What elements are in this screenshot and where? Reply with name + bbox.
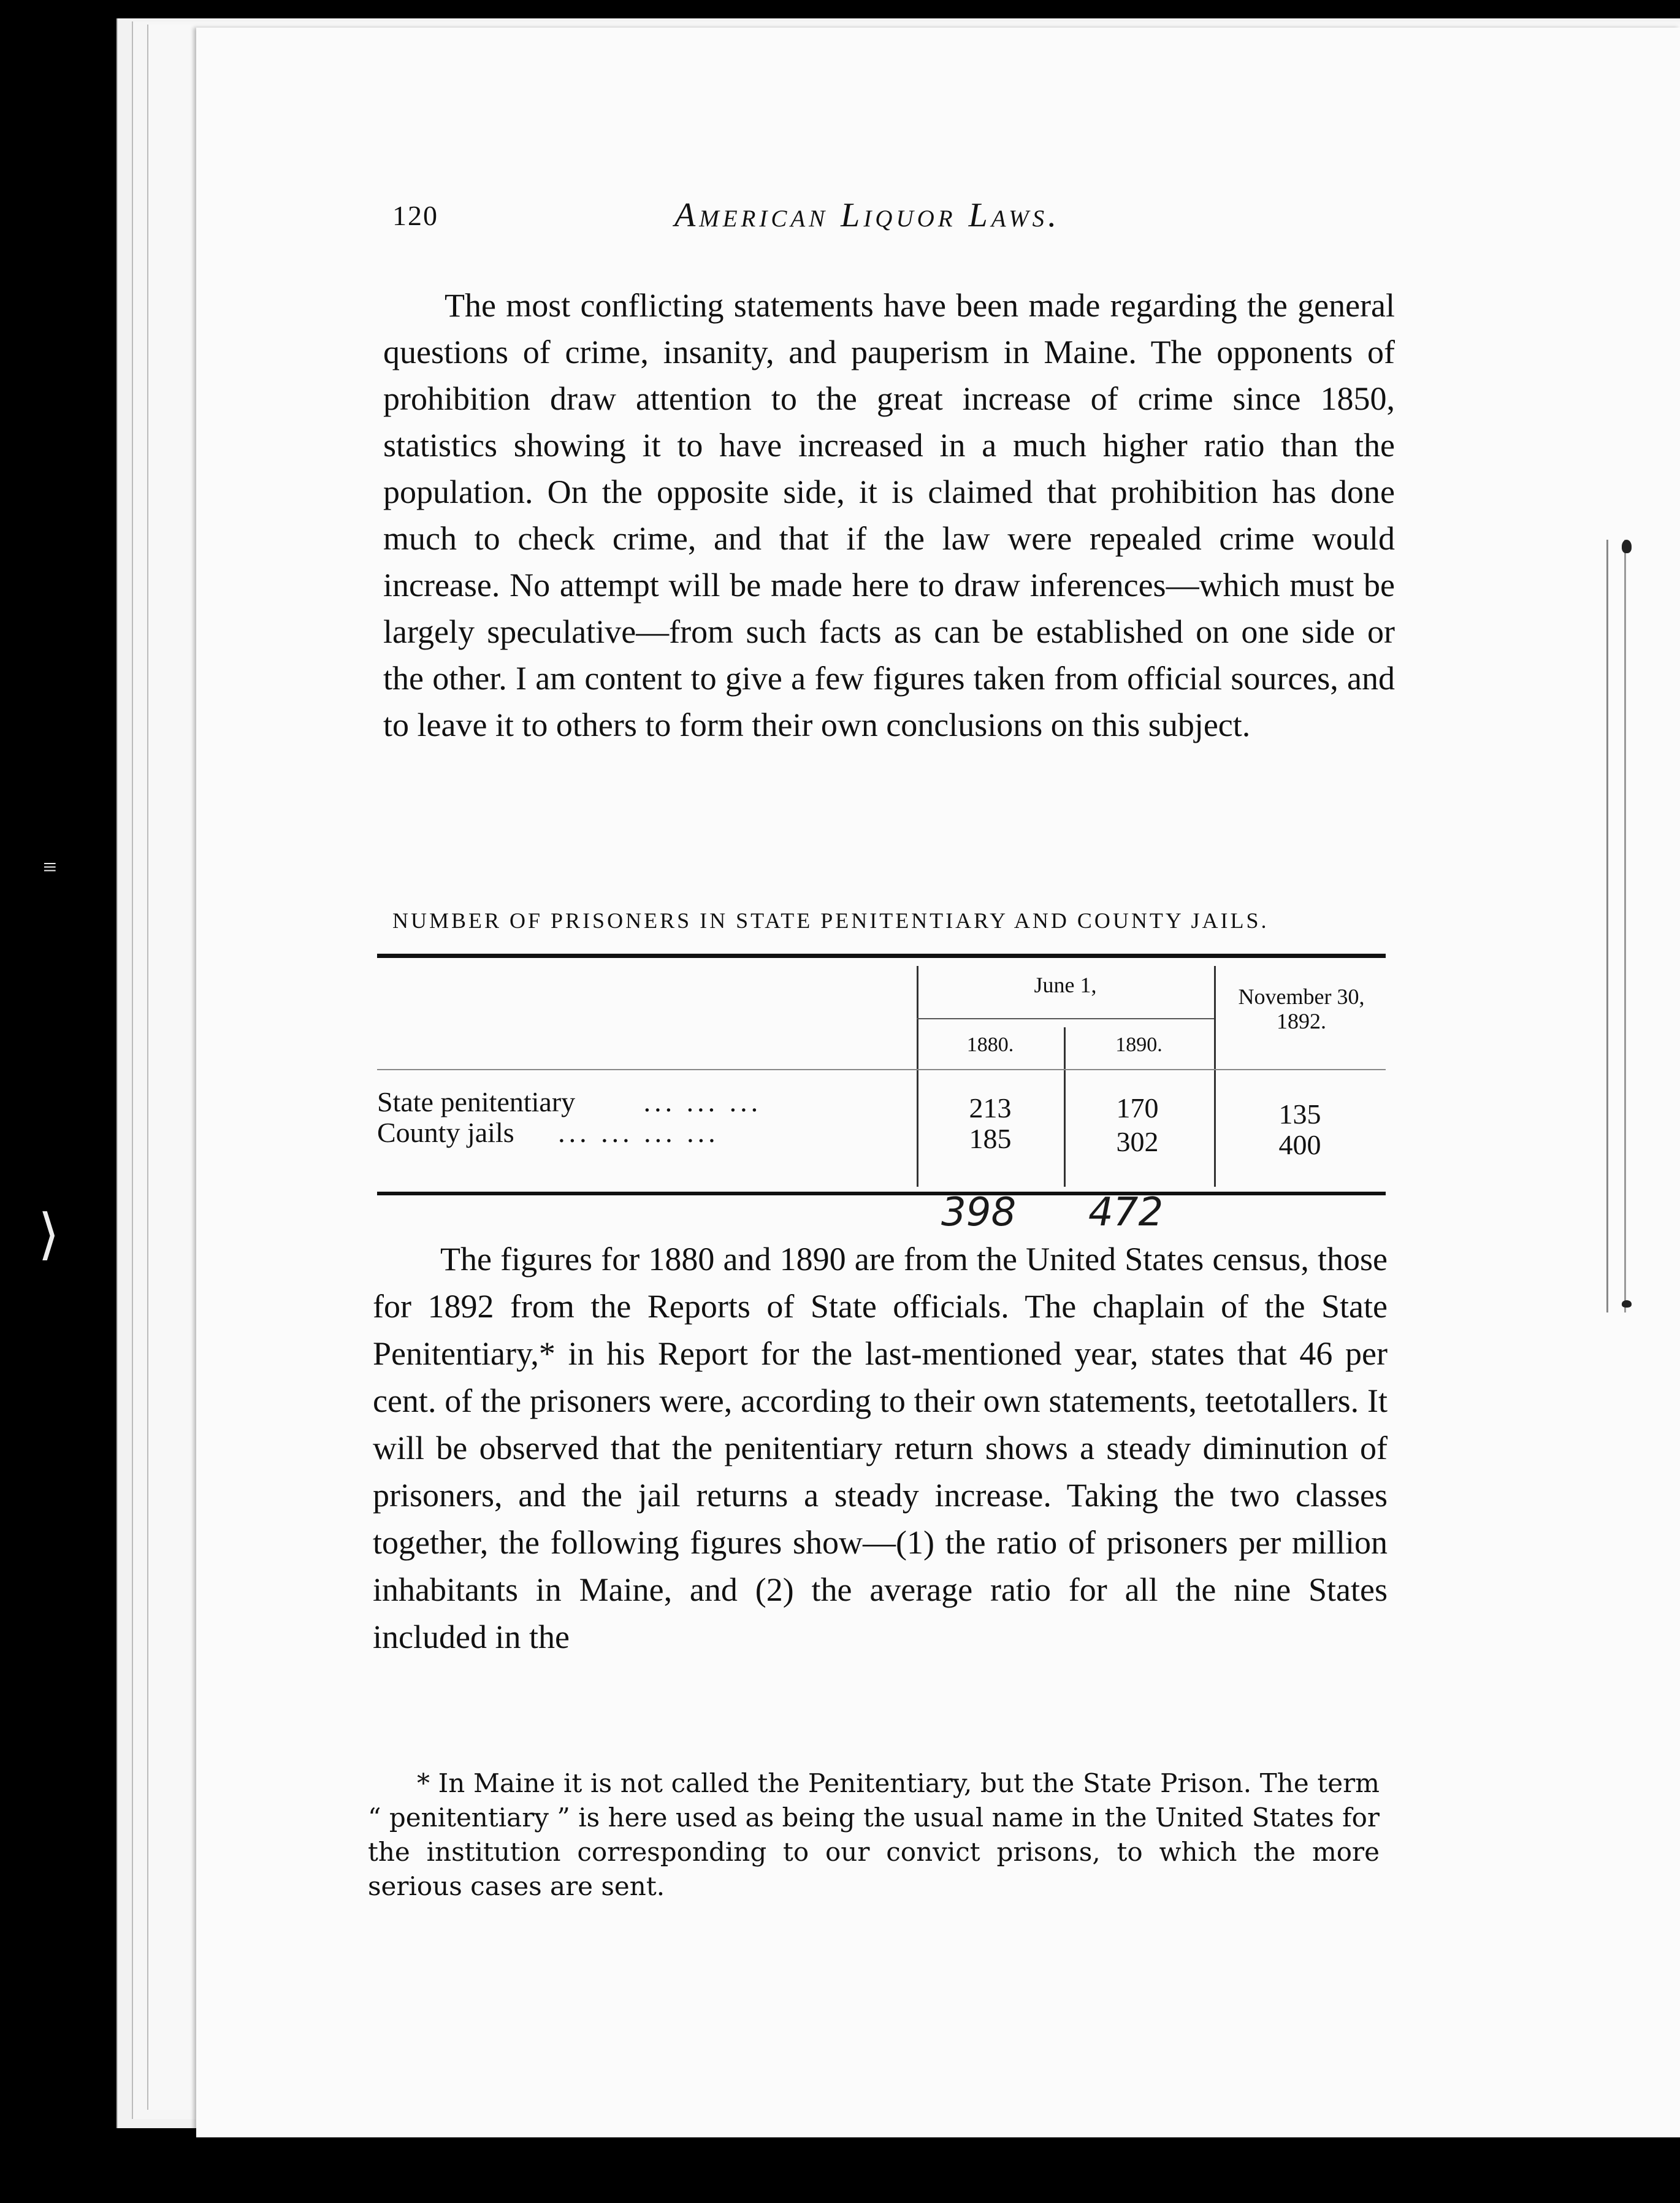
header-nov-1892: November 30, 1892. <box>1238 984 1365 1033</box>
prisoner-table <box>377 954 1386 1199</box>
body-paragraph: The most conflicting statements have been made regarding the general questions of crime, insanity, and pauperism in Maine. The opponents of prohibition draw attention to the great increase of crime since 1850, statistics showing it to have increased in a much higher ratio than the population. On the opposite side, it is claimed that prohibition has done much to check crime, and that if the law were repealed crime would increase. No attempt will be made here to draw inferences—which must be largely speculative—from such facts as can be established on one side or the other. I am content to give a few figures taken from official sources, and to leave it to others to form their own conclusions on this subject. <box>383 287 1395 743</box>
handwritten-total-1890: 472 <box>1088 1190 1164 1235</box>
body-paragraph: The figures for 1880 and 1890 are from the United States census, those for 1892 from the Reports of State officials. The chaplain of the State Penitentiary,* in his Report for the last-mentioned year, states that 46 per cent. of the prisoners were, according to their own statements, teetotallers. It will be observed that the penitentiary return shows a steady diminution of prisoners, and the jail returns a steady increase. Taking the two classes together, the following figures show—(1) the ratio of prisoners per million inhabitants in Maine, and (2) the average ratio for all the nine States included in the <box>373 1241 1388 1655</box>
row-label-county-jails: County jails ... ... ... ... <box>377 1117 719 1148</box>
page-header <box>392 196 1398 248</box>
binding-stitch-icon <box>1622 1300 1632 1308</box>
table-caption: NUMBER OF PRISONERS IN STATE PENITENTIARY AND COUNTY JAILS. <box>392 908 1269 933</box>
header-1880: 1880. <box>966 1033 1014 1056</box>
table-header-rule <box>377 1069 1386 1070</box>
binding-stitch-icon <box>1622 540 1632 553</box>
handwritten-total-1880: 398 <box>941 1190 1017 1235</box>
running-title: American Liquor Laws. <box>674 196 1061 234</box>
table-top-rule <box>377 954 1386 958</box>
table-divider <box>917 966 918 1187</box>
page-number: 120 <box>392 200 438 231</box>
table-bottom-rule <box>377 1192 1386 1195</box>
margin-artifact-icon: ⟩ <box>38 1205 60 1265</box>
cell-penitentiary-1890: 170 <box>1116 1092 1159 1124</box>
row-label-state-penitentiary: State penitentiary ... ... ... <box>377 1086 762 1117</box>
table-divider <box>1214 966 1216 1187</box>
header-june-1: June 1, <box>1034 973 1097 997</box>
cell-penitentiary-1880: 213 <box>969 1092 1012 1124</box>
cell-penitentiary-1892: 135 <box>1278 1098 1321 1130</box>
footnote: * In Maine it is not called the Penitentiary, but the State Prison. The term “ penitentiary ” is here used as being the usual name in the United States for the institution corresponding to our convict prisons, to which the more serious cases are sent. <box>368 1768 1380 1901</box>
margin-artifact-icon: ≡ <box>43 853 57 881</box>
header-1890: 1890. <box>1115 1033 1163 1056</box>
binding-thread <box>1606 540 1626 1312</box>
cell-jails-1880: 185 <box>969 1123 1012 1154</box>
table-subrule <box>917 1018 1214 1019</box>
cell-jails-1892: 400 <box>1278 1129 1321 1160</box>
cell-jails-1890: 302 <box>1116 1126 1159 1157</box>
